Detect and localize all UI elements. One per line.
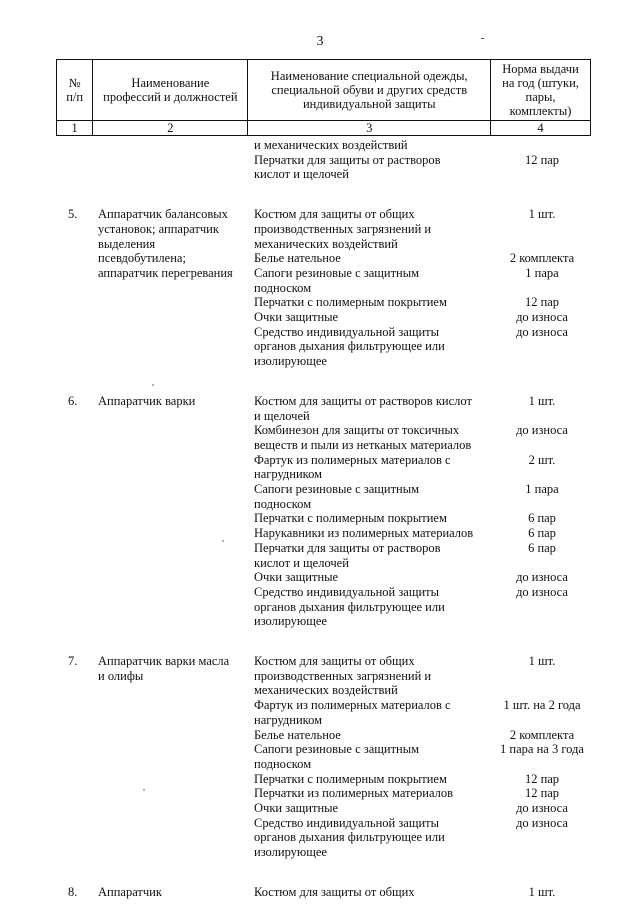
equipment-line: производственных загрязнений и [254,221,432,236]
norm-value: 1 пара на 3 года [500,742,584,757]
header-line: на год (штуки, [502,76,579,90]
header-line: Наименование специальной одежды, [270,69,468,83]
norm-value: до износа [516,815,568,830]
equipment-line: кислот и щелочей [254,555,349,570]
norm-value: 1 пара [525,482,559,496]
equipment-line: кислот и щелочей [254,167,349,182]
header-line: комплекты) [509,104,572,118]
scan-speck [222,540,224,542]
profession-line: Аппаратчик [98,884,162,899]
equipment-line: Перчатки для защиты от растворов [254,152,441,167]
header-line: индивидуальной защиты [302,97,436,111]
equipment-line: веществ и пыли из нетканых материалов [254,437,472,452]
column-number: 3 [248,121,491,136]
header-line: п/п [66,90,84,104]
profession-line: псевдобутилена; [98,251,186,266]
norm-value: 1 шт. [528,207,556,222]
norm-value: 12 пар [524,771,560,786]
norm-value: до износа [516,570,568,585]
column-number-row [57,121,591,136]
equipment-line: нагрудником [254,467,323,482]
norm-value: 1 шт. [528,884,556,899]
equipment-line: Комбинезон для защиты от токсичных [254,423,460,438]
equipment-line: Перчатки с полимерным покрытием [254,771,447,786]
norm-value: до износа [516,423,568,438]
norm-value: до износа [516,801,568,815]
header-col-equipment [248,60,491,121]
equipment-line: Средство индивидуальной защиты [254,324,440,339]
equipment-line: органов дыхания фильтрующее или [254,830,445,845]
profession-line: выделения [98,236,156,251]
equipment-line: механических воздействий [254,236,398,251]
header-line: Наименование [131,76,210,90]
norm-value: 1 шт. на 2 года [503,698,581,713]
norm-value: до износа [516,310,568,324]
column-number: 2 [93,121,248,136]
norm-value: 12 пар [524,786,560,801]
norm-value: 2 комплекта [509,727,575,742]
profession-line: Аппаратчик варки [98,393,196,408]
equipment-line: и щелочей [254,408,310,423]
equipment-line: Перчатки из полимерных материалов [254,786,454,801]
header-line: специальной обуви и других средств [271,83,468,97]
equipment-line: Средство индивидуальной защиты [254,815,440,830]
header-line: пары, [525,90,556,104]
norm-value: 12 пар [524,295,560,310]
profession-line: установок; аппаратчик [98,221,219,236]
equipment-line: Сапоги резиновые с защитным [254,265,420,280]
norm-value: 1 шт. [528,654,556,668]
norm-value: 2 шт. [528,452,556,467]
equipment-line: Фартук из полимерных материалов с [254,698,451,713]
scan-speck [152,384,154,386]
equipment-line: механических воздействий [254,683,398,698]
equipment-line: Очки защитные [254,801,339,815]
equipment-line: органов дыхания фильтрующее или [254,339,445,354]
equipment-line: Белье нательное [254,727,341,742]
norm-value: до износа [516,584,568,599]
equipment-line: нагрудником [254,712,323,727]
equipment-line: Нарукавники из полимерных материалов [254,526,474,541]
equipment-line: Костюм для защиты от общих [254,884,415,899]
norm-value: 1 шт. [528,393,556,408]
equipment-line: Очки защитные [254,310,339,324]
column-number: 1 [57,121,93,136]
equipment-line: изолирующее [254,354,327,369]
equipment-line: Очки защитные [254,570,339,585]
equipment-line: Перчатки с полимерным покрытием [254,295,447,310]
profession-line: и олифы [98,668,144,683]
entry-number: 6. [68,393,78,408]
profession-line: аппаратчик перегревания [98,265,233,280]
norm-value: 6 пар [528,540,556,555]
equipment-line: Костюм для защиты от общих [254,207,415,222]
equipment-line: Средство индивидуальной защиты [254,584,440,599]
equipment-line: подноском [254,280,312,295]
equipment-line: и механических воздействий [254,138,408,152]
equipment-line: Перчатки для защиты от растворов [254,540,441,555]
norm-value: 6 пар [528,511,556,526]
norm-value: 1 пара [525,265,559,280]
header-col-num [57,60,93,121]
table-header [56,59,591,136]
norm-value: 2 комплекта [509,251,575,266]
header-row [57,60,591,121]
equipment-line: изолирующее [254,845,327,860]
column-number: 4 [491,121,591,136]
equipment-line: подноском [254,496,312,511]
equipment-line: Костюм для защиты от растворов кислот [254,393,472,408]
scan-speck [143,789,145,791]
page-number: 3 [316,34,324,49]
header-col-norm [491,60,591,121]
equipment-line: изолирующее [254,614,327,629]
equipment-line: Перчатки с полимерным покрытием [254,511,447,526]
norm-value: до износа [516,324,568,339]
norm-value: 12 пар [524,152,560,167]
entry-number: 5. [68,207,78,222]
header-line: Норма выдачи [502,62,579,76]
equipment-line: Фартук из полимерных материалов с [254,452,451,467]
equipment-line: производственных загрязнений и [254,668,432,683]
header-line: № [68,76,81,90]
header-col-profession [93,60,248,121]
norm-value: 6 пар [528,526,556,541]
header-line: профессий и должностей [103,90,238,104]
equipment-line: Белье нательное [254,251,341,266]
profession-line: Аппаратчик варки масла [98,654,230,668]
profession-line: Аппаратчик балансовых [98,207,228,222]
entry-number: 8. [68,884,78,899]
entry-number: 7. [68,654,78,668]
equipment-line: Костюм для защиты от общих [254,654,415,668]
equipment-line: Сапоги резиновые с защитным [254,482,420,496]
scan-mark [481,38,484,39]
equipment-line: органов дыхания фильтрующее или [254,599,445,614]
equipment-line: подноском [254,756,312,771]
equipment-line: Сапоги резиновые с защитным [254,742,420,757]
